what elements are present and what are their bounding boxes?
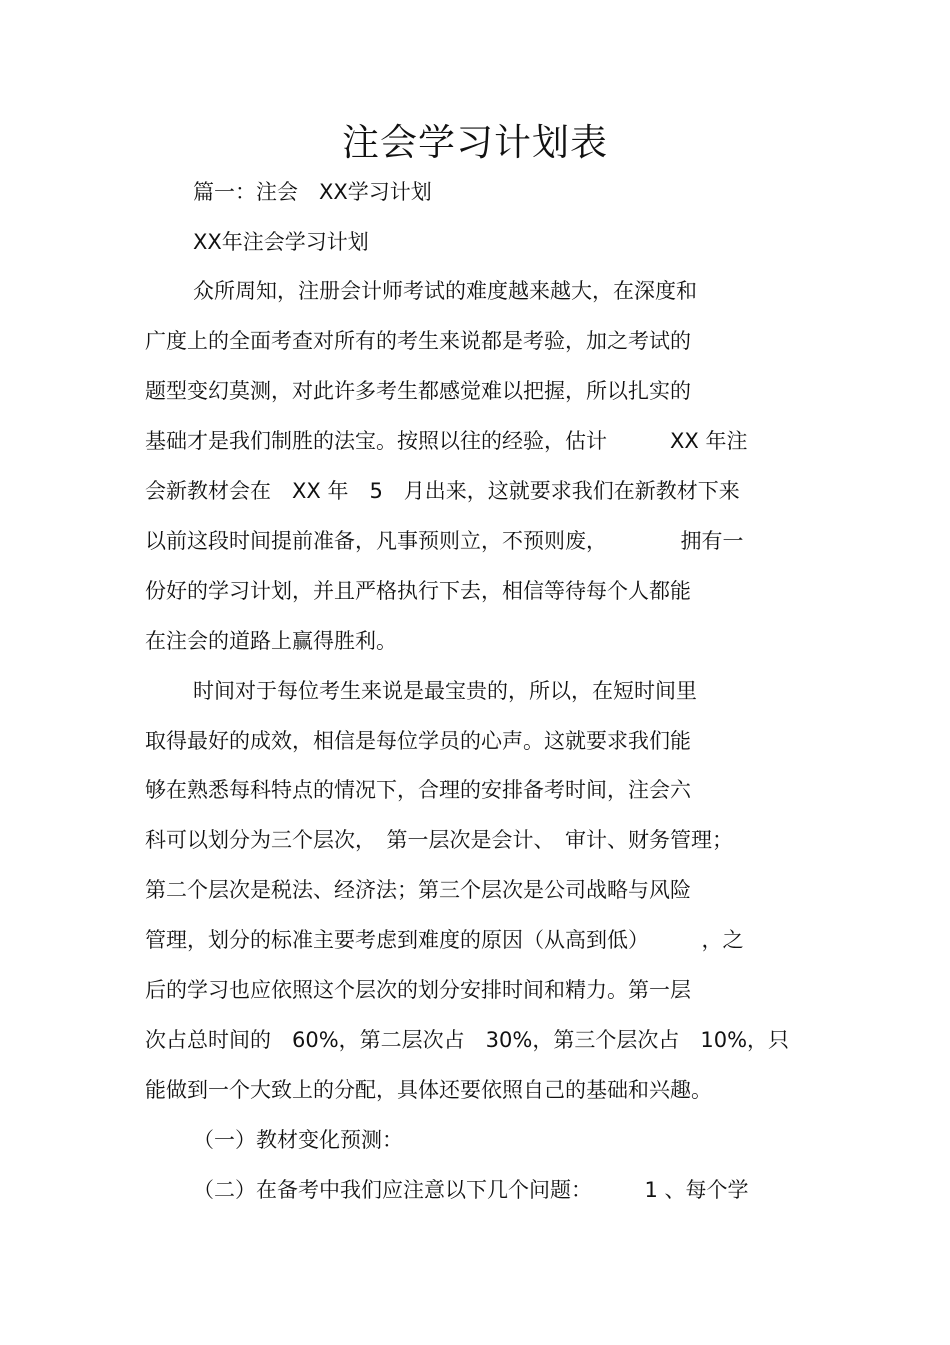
text-line-5: 题型变幻莫测，对此许多考生都感觉难以把握，所以扎实的 (145, 379, 691, 403)
text-line-20: （一）教材变化预测： (193, 1128, 403, 1152)
text-line-13: 够在熟悉每科特点的情况下，合理的安排备考时间，注会六 (145, 778, 691, 802)
text-line-7: 会新教材会在 XX 年 5 月出来，这就要求我们在新教材下来 (145, 479, 740, 503)
text-line-6: 基础才是我们制胜的法宝。按照以往的经验，估计 XX 年注 (145, 429, 748, 453)
text-line-16: 管理，划分的标准主要考虑到难度的原因（从高到低） ，之 (145, 928, 744, 952)
text-line-14: 科可以划分为三个层次， 第一层次是会计、 审计、财务管理； (145, 828, 733, 852)
text-line-21: （二）在备考中我们应注意以下几个问题： 1 、每个学 (193, 1178, 749, 1202)
text-line-15: 第二个层次是税法、经济法；第三个层次是公司战略与风险 (145, 878, 691, 902)
text-line-10: 在注会的道路上赢得胜利。 (145, 629, 397, 653)
text-line-12: 取得最好的成效，相信是每位学员的心声。这就要求我们能 (145, 729, 691, 753)
document-title: 注会学习计划表 (342, 121, 608, 164)
text-line-2: XX年注会学习计划 (193, 230, 369, 254)
text-line-1: 篇一：注会 XX学习计划 (193, 180, 432, 204)
text-line-11: 时间对于每位考生来说是最宝贵的，所以，在短时间里 (193, 679, 697, 703)
text-line-18: 次占总时间的 60%，第二层次占 30%，第三个层次占 10%，只 (145, 1028, 790, 1052)
text-line-17: 后的学习也应依照这个层次的划分安排时间和精力。第一层 (145, 978, 691, 1002)
text-line-8: 以前这段时间提前准备，凡事预则立，不预则废， 拥有一 (145, 529, 744, 553)
text-line-4: 广度上的全面考查对所有的考生来说都是考验，加之考试的 (145, 329, 691, 353)
text-line-19: 能做到一个大致上的分配，具体还要依照自己的基础和兴趣。 (145, 1078, 712, 1102)
text-line-3: 众所周知，注册会计师考试的难度越来越大，在深度和 (193, 279, 697, 303)
text-line-9: 份好的学习计划，并且严格执行下去，相信等待每个人都能 (145, 579, 691, 603)
